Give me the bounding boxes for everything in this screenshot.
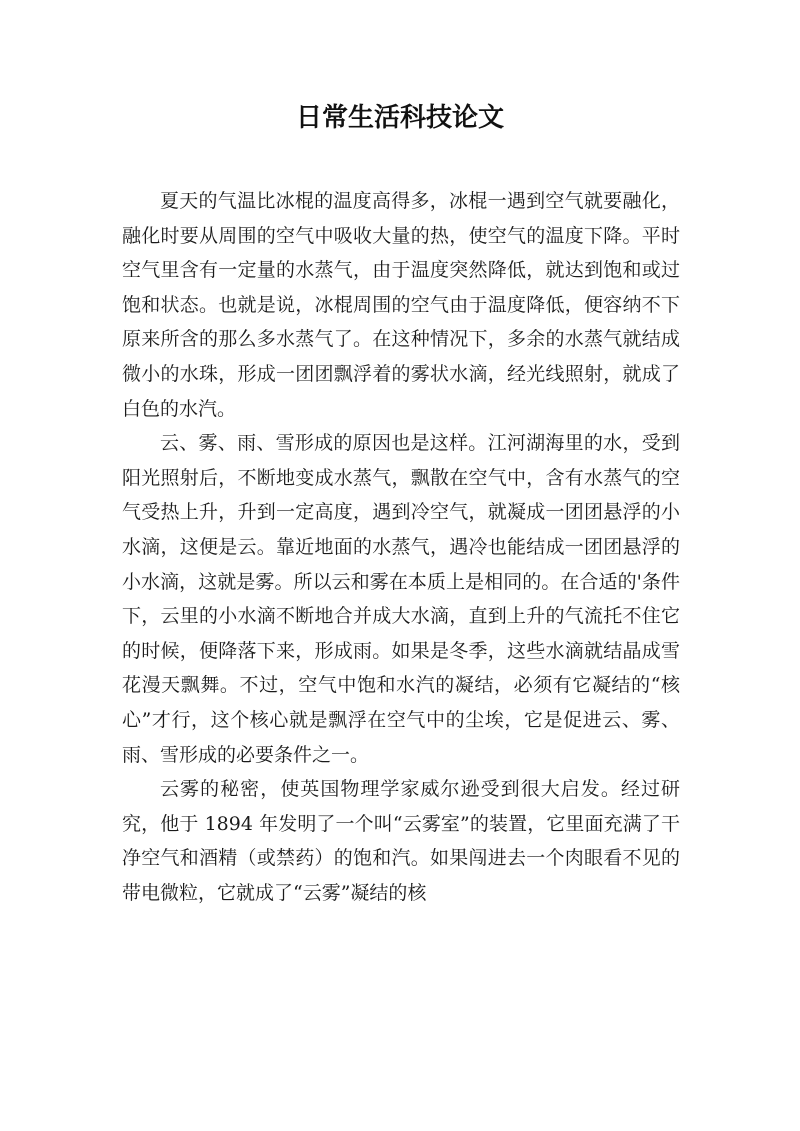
paragraph: 云、雾、雨、雪形成的原因也是这样。江河湖海里的水，受到阳光照射后，不断地变成水蒸气，飘散在空气中，含有水蒸气的空气受热上升，升到一定高度，遇到冷空气，就凝成一团团悬浮的小水滴，这便是云。靠近地面的水蒸气，遇冷也能结成一团团悬浮的小水滴，这就是雾。所以云和雾在本质上是相同的。在合适的'条件下，云里的小水滴不断地合并成大水滴，直到上升的气流托不住它的时候，便降落下来，形成雨。如果是冬季，这些水滴就结晶成雪花漫天飘舞。不过，空气中饱和水汽的凝结，必须有它凝结的“核心”才行，这个核心就是飘浮在空气中的尘埃，它是促进云、雾、雨、雪形成的必要条件之一。 [122,432,680,766]
document-body [122,184,680,910]
paragraph: 云雾的秘密，使英国物理学家威尔逊受到很大启发。经过研究，他于 1894 年发明了一个叫“云雾室”的装置，它里面充满了干净空气和酒精（或禁药）的饱和汽。如果闯进去一个肉眼看不见的带电微粒，它就成了“云雾”凝结的核 [122,778,680,904]
paragraph: 夏天的气温比冰棍的温度高得多，冰棍一遇到空气就要融化，融化时要从周围的空气中吸收大量的热，使空气的温度下降。平时空气里含有一定量的水蒸气，由于温度突然降低，就达到饱和或过饱和状态。也就是说，冰棍周围的空气由于温度降低，便容纳不下原来所含的那么多水蒸气了。在这种情况下，多余的水蒸气就结成微小的水珠，形成一团团飘浮着的雾状水滴，经光线照射，就成了白色的水汽。 [122,190,680,420]
document-title: 日常生活科技论文 [295,103,504,133]
